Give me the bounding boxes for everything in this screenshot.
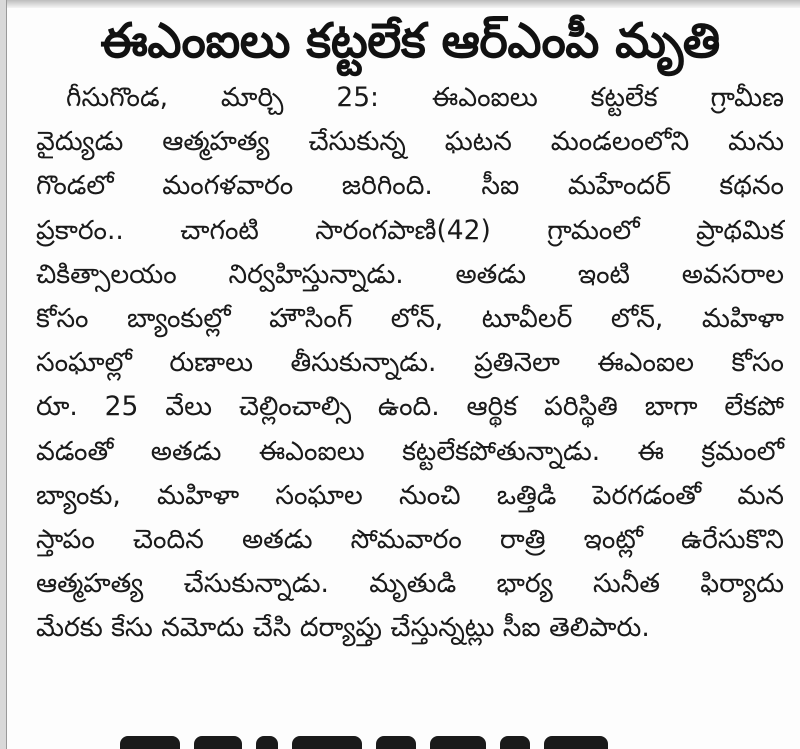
article-line: బ్యాంకు, మహిళా సంఘాల నుంచి ఒత్తిడి పెరగడంతో మన	[36, 479, 784, 511]
next-article-headline-fragment	[120, 736, 680, 749]
article-line: గీసుగొండ, మార్చి 25: ఈఎంఐలు కట్టలేక గ్రామీణ	[66, 82, 784, 113]
article-line: గొండలో మంగళవారం జరిగింది. సీఐ మహేందర్ కథనం	[36, 170, 784, 202]
previous-article-edge	[0, 0, 800, 8]
article-line: చికిత్సాలయం నిర్వహిస్తున్నాడు. అతడు ఇంటి అవసరాల	[36, 258, 784, 290]
article-line: వడంతో అతడు ఈఎంఐలు కట్టలేకపోతున్నాడు. ఈ క్రమంలో	[36, 435, 784, 467]
article-headline: ఈఎంఐలు కట్టలేక ఆర్‌ఎంపీ మృతి	[100, 13, 720, 69]
article-line: రూ. 25 వేలు చెల్లించాల్సి ఉంది. ఆర్థిక పరిస్థితి బాగా లేకపో	[36, 391, 784, 423]
article-line: ఆత్మహత్య చేసుకున్నాడు. మృతుడి భార్య సునీత ఫిర్యాదు	[36, 568, 784, 600]
column-rule	[0, 0, 7, 749]
article-line: మేరకు కేసు నమోదు చేసి దర్యాప్తు చేస్తున్నట్లు సీఐ తెలిపారు.	[36, 612, 650, 644]
news-article	[36, 8, 784, 651]
article-line: స్తాపం చెందిన అతడు సోమవారం రాత్రి ఇంట్లో ఉరేసుకొని	[36, 524, 784, 556]
article-line: వైద్యుడు ఆత్మహత్య చేసుకున్న ఘటన మండలంలోని మను	[36, 126, 784, 158]
article-body	[36, 76, 784, 651]
article-line: సంఘాల్లో రుణాలు తీసుకున్నాడు. ప్రతినెలా ఈఎంఐల కోసం	[36, 347, 784, 379]
article-line: కోసం బ్యాంకుల్లో హౌసింగ్ లోన్, టూవీలర్ లోన్, మహిళా	[36, 303, 784, 335]
article-line: ప్రకారం.. చాగంటి సారంగపాణి(42) గ్రామంలో ప్రాథమిక	[36, 214, 784, 246]
